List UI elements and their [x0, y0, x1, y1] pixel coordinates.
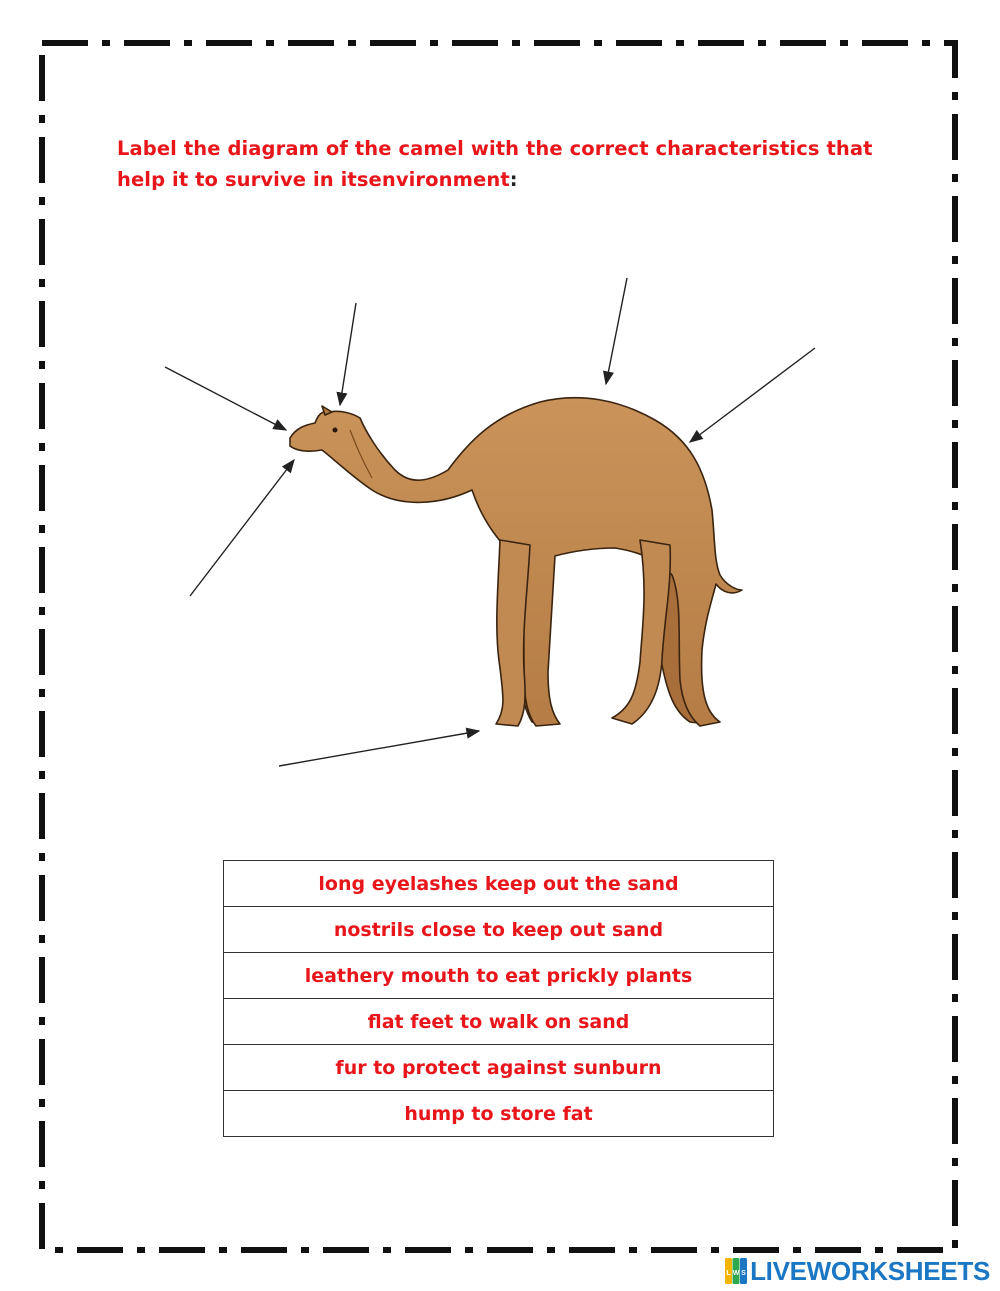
liveworksheets-logo-icon: [725, 1258, 747, 1284]
table-row: [224, 861, 774, 907]
label-fur[interactable]: fur to protect against sunburn: [224, 1045, 774, 1091]
table-row: [224, 999, 774, 1045]
arrow-hump: [606, 278, 627, 384]
arrow-eyelashes: [340, 303, 356, 405]
logo-letter-l: L: [726, 1270, 731, 1277]
table-row: [224, 1045, 774, 1091]
label-hump[interactable]: hump to store fat: [224, 1091, 774, 1137]
arrow-fur: [690, 348, 815, 442]
camel-illustration: [290, 398, 742, 726]
logo-letter-s: S: [741, 1270, 746, 1277]
logo-letter-w: W: [732, 1270, 740, 1277]
label-word-bank: [223, 860, 774, 1137]
table-row: [224, 953, 774, 999]
arrow-feet: [279, 731, 479, 766]
arrow-mouth: [165, 367, 286, 430]
arrow-nostrils: [190, 460, 294, 596]
instruction-colon: :: [509, 168, 518, 191]
table-row: [224, 1091, 774, 1137]
label-nostrils[interactable]: nostrils close to keep out sand: [224, 907, 774, 953]
label-eyelashes[interactable]: long eyelashes keep out the sand: [224, 861, 774, 907]
label-mouth[interactable]: leathery mouth to eat prickly plants: [224, 953, 774, 999]
liveworksheets-brand: [725, 1254, 990, 1288]
instruction-main: Label the diagram of the camel with the correct characteristics that help it to survive in itsenvironment: [117, 137, 873, 191]
brand-name: LIVEWORKSHEETS: [750, 1255, 990, 1286]
label-feet[interactable]: flat feet to walk on sand: [224, 999, 774, 1045]
table-row: [224, 907, 774, 953]
